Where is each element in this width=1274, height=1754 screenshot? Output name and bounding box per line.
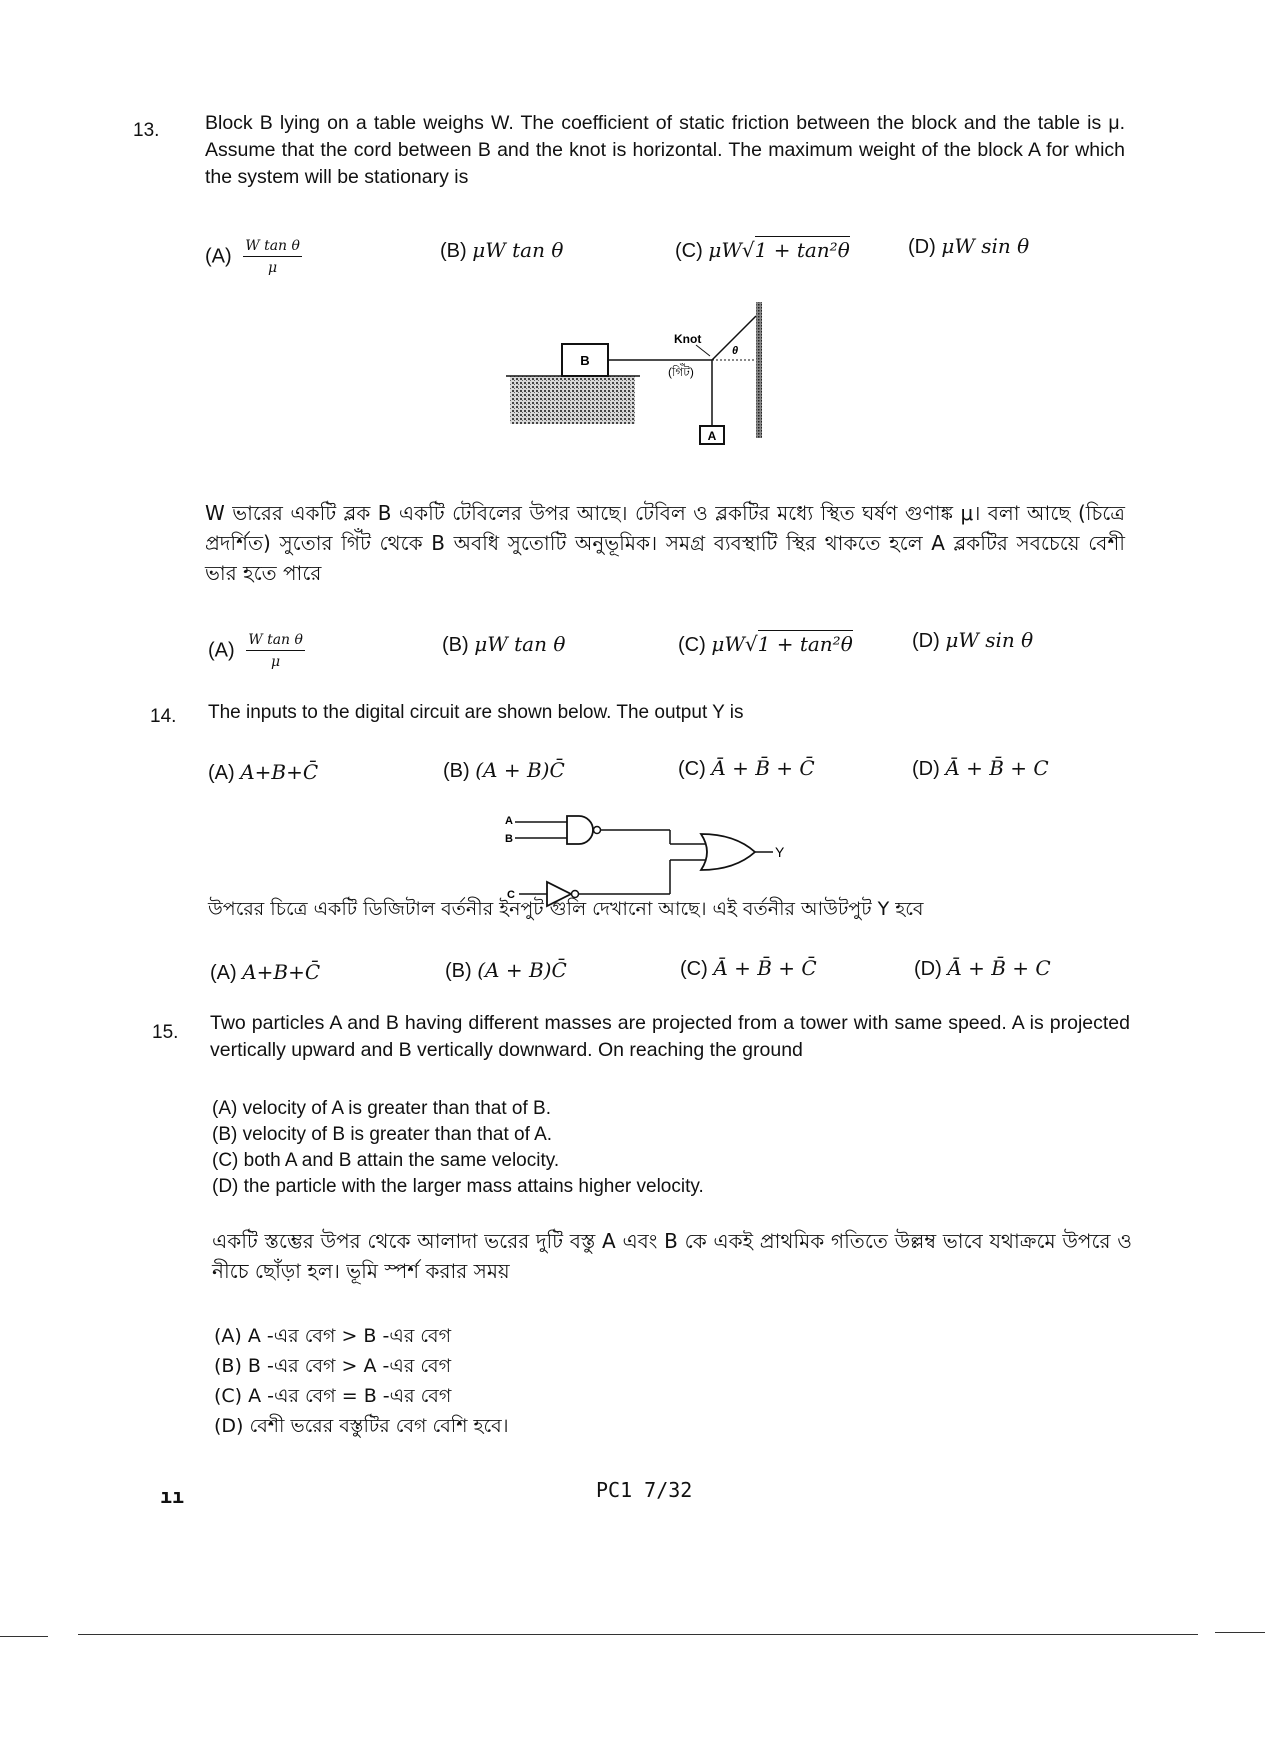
- radicand: 1 + tan²θ: [754, 238, 850, 262]
- q15-option-b-bn: (B) B -এর বেগ > A -এর বেগ: [214, 1355, 452, 1377]
- option-label: (C): [680, 958, 708, 980]
- q13-option-a-bn: [208, 632, 305, 670]
- option-math: μW sin θ: [941, 234, 1030, 258]
- option-math: A+B+C̄: [242, 960, 321, 984]
- fraction-denominator: μ: [271, 654, 281, 670]
- q13-option-d: [908, 234, 1029, 259]
- q13-option-c-bn: [678, 632, 853, 657]
- table: [510, 376, 635, 424]
- knot-label-bengali: (গিঁট): [668, 365, 694, 379]
- q15-option-b: (B) velocity of B is greater than that of A.: [212, 1124, 553, 1145]
- q14-logic-circuit: [505, 812, 795, 908]
- input-b-label: B: [505, 833, 513, 845]
- nand-bubble: [594, 827, 601, 834]
- q14-option-d: [912, 756, 1049, 781]
- option-math: Ā + B̄ + C: [945, 756, 1049, 780]
- q13-option-c: [675, 238, 850, 263]
- knot-label: Knot: [674, 332, 702, 346]
- option-label: (D): [912, 630, 940, 652]
- block-b-label: B: [580, 353, 590, 368]
- q14-option-b-bn: [445, 958, 567, 983]
- fraction: [246, 632, 305, 670]
- fraction-denominator: μ: [268, 260, 278, 276]
- q15-option-a-bn: (A) A -এর বেগ > B -এর বেগ: [214, 1325, 452, 1347]
- q15-option-d: (D) the particle with the larger mass attains higher velocity.: [212, 1176, 704, 1197]
- option-label: (D): [912, 758, 940, 780]
- q13-option-b-bn: [442, 632, 565, 657]
- divider-main: [78, 1634, 1198, 1635]
- fraction-numerator: W tan θ: [243, 238, 302, 257]
- or-gate: [701, 834, 755, 870]
- option-math: μW tan θ: [472, 238, 564, 262]
- option-math: μW√: [708, 238, 755, 262]
- option-math: μW√: [711, 632, 758, 656]
- input-a-label: A: [505, 815, 513, 827]
- option-label: (A): [208, 639, 235, 662]
- q13-option-b: [440, 238, 563, 263]
- q13-text-bengali: W ভারের একটি ব্লক B একটি টেবিলের উপর আছে। টেবিল ও ব্লকটির মধ্যে স্থিত ঘর্ষণ গুণাঙ্ক μ। বলা আছে (চিত্রে প্রদর্শিত) সুতোর গিঁট থেকে B অবধি সুতোটি অনুভূমিক। সমগ্র ব্যবস্থাটি স্থির থাকতে হলে A ব্লকটির সবচেয়ে বেশী ভার হতে পারে: [205, 501, 1125, 585]
- q14-number: 14.: [150, 706, 177, 727]
- q15-option-c-bn: (C) A -এর বেগ = B -এর বেগ: [214, 1385, 452, 1407]
- q14-option-d-bn: [914, 956, 1051, 981]
- input-c-label: C: [507, 889, 515, 901]
- q15-number: 15.: [152, 1022, 179, 1043]
- option-label: (C): [678, 634, 706, 656]
- option-label: (A): [208, 762, 235, 784]
- option-label: (A): [205, 245, 232, 268]
- option-label: (A): [210, 962, 237, 984]
- output-y-label: Y: [775, 844, 785, 860]
- footer-mark: ıı: [160, 1484, 185, 1508]
- q15-option-c: (C) both A and B attain the same velocity.: [212, 1150, 560, 1171]
- option-label: (B): [445, 960, 472, 982]
- option-label: (C): [678, 758, 706, 780]
- q14-option-a-bn: [210, 960, 320, 985]
- fraction: [243, 238, 302, 276]
- knot-pointer: [696, 345, 710, 356]
- q14-text-bengali: উপরের চিত্রে একটি ডিজিটাল বর্তনীর ইনপুট গুলি দেখানো আছে। এই বর্তনীর আউটপুট Y হবে: [208, 898, 924, 920]
- option-label: (B): [440, 240, 467, 262]
- q15-text-english: Two particles A and B having different masses are projected from a tower with same speed. A is projected vertically upward and B vertically downward. On reaching the ground: [210, 1012, 1130, 1061]
- q15-option-a: (A) velocity of A is greater than that of B.: [212, 1098, 552, 1119]
- option-math: Ā + B̄ + C̄: [711, 756, 815, 780]
- block-a-label: A: [707, 429, 717, 443]
- q13-option-a: [205, 238, 302, 276]
- fraction-numerator: W tan θ: [246, 632, 305, 651]
- q14-text-english: The inputs to the digital circuit are shown below. The output Y is: [208, 702, 744, 723]
- option-label: (B): [442, 634, 469, 656]
- option-label: (C): [675, 240, 703, 262]
- q14-option-c-bn: [680, 956, 817, 981]
- radicand: 1 + tan²θ: [757, 632, 853, 656]
- wall: [756, 302, 762, 438]
- option-math: Ā + B̄ + C: [947, 956, 1051, 980]
- option-label: (D): [914, 958, 942, 980]
- q13-option-d-bn: [912, 628, 1033, 653]
- q14-option-c: [678, 756, 815, 781]
- q13-number: 13.: [133, 120, 160, 141]
- option-math: (A + B)C̄: [477, 958, 567, 982]
- q15-text-bengali: একটি স্তম্ভের উপর থেকে আলাদা ভরের দুটি বস্তু A এবং B কে একই প্রাথমিক গতিতে উল্লম্ব ভাবে যথাক্রমে উপরে ও নীচে ছোঁড়া হল। ভূমি স্পর্শ করার সময়: [212, 1229, 1132, 1283]
- option-math: Ā + B̄ + C̄: [713, 956, 817, 980]
- q13-knot-figure: [500, 298, 780, 446]
- q14-option-b: [443, 758, 565, 783]
- option-label: (D): [908, 236, 936, 258]
- theta-label: θ: [732, 345, 739, 357]
- nand-gate: [567, 816, 593, 844]
- q14-option-a: [208, 760, 318, 785]
- page-number: PC1 7/32: [596, 1478, 693, 1502]
- option-label: (B): [443, 760, 470, 782]
- option-math: (A + B)C̄: [475, 758, 565, 782]
- divider-left: [0, 1636, 48, 1637]
- q15-option-d-bn: (D) বেশী ভরের বস্তুটির বেগ বেশি হবে।: [214, 1415, 509, 1437]
- q13-text-english: Block B lying on a table weighs W. The coefficient of static friction between the block and the table is μ. Assume that the cord between B and the knot is horizontal. The maximum weight of the block A for which the system will be stationary is: [205, 112, 1125, 188]
- option-math: μW tan θ: [474, 632, 566, 656]
- divider-right: [1215, 1632, 1265, 1633]
- option-math: μW sin θ: [945, 628, 1034, 652]
- option-math: A+B+C̄: [240, 760, 319, 784]
